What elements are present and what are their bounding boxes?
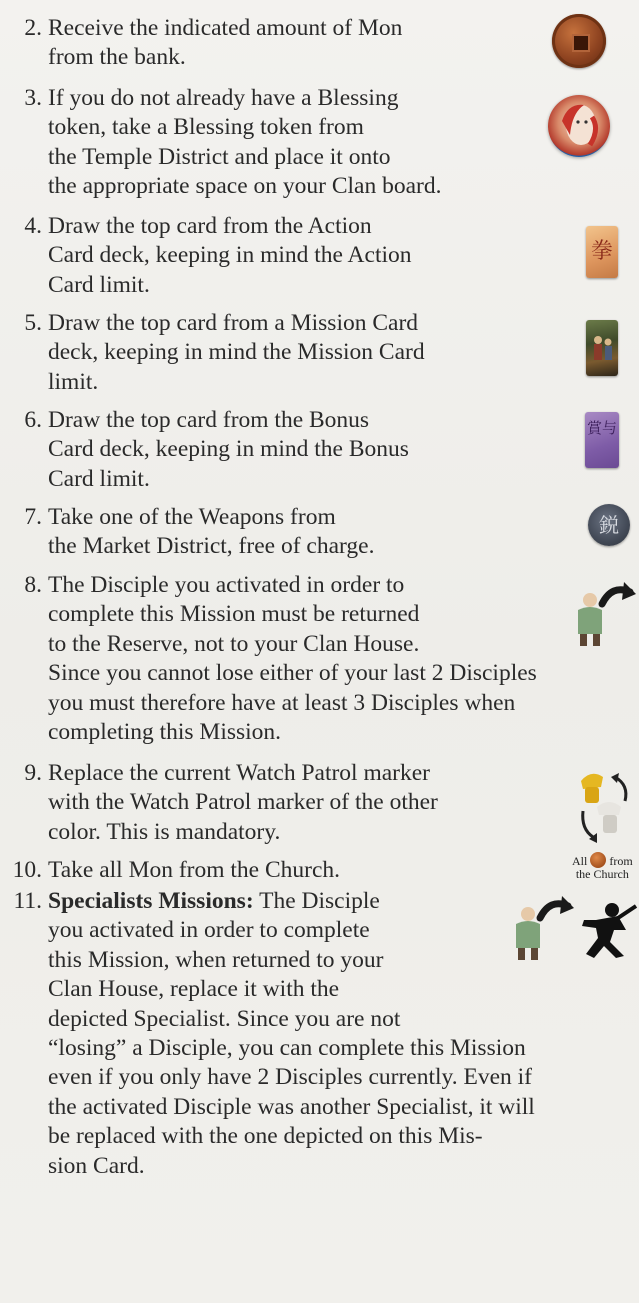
item-line: Draw the top card from a Mission Card — [48, 310, 419, 336]
item-line: with the Watch Patrol marker of the other — [48, 789, 438, 816]
item-line: Card deck, keeping in mind the Bonus — [48, 436, 409, 463]
bonus-card-icon: 賞与 — [585, 412, 619, 468]
item-line: this Mission, when returned to your — [48, 946, 384, 973]
item-number: 7. — [24, 504, 42, 530]
item-number: 2. — [24, 15, 42, 41]
item-line: limit. — [48, 368, 99, 395]
mon-coin-small-icon — [590, 852, 606, 868]
item-line: even if you only have 2 Disciples currently. Even if — [48, 1064, 532, 1091]
item-number: 3. — [24, 85, 42, 111]
item-line: the activated Disciple was another Specialist, it will — [48, 1093, 535, 1120]
action-card-icon: 拳 — [586, 226, 618, 278]
item-line: to the Reserve, not to your Clan House. — [48, 630, 420, 657]
item-number: 4. — [24, 213, 42, 239]
item-line: Take all Mon from the Church. — [48, 857, 341, 883]
item-line: token, take a Blessing token from — [48, 114, 364, 141]
item-line: The Disciple you activated in order to — [48, 572, 405, 598]
mission-card-icon — [586, 320, 618, 376]
item-line: depicted Specialist. Since you are not — [48, 1005, 401, 1032]
church-note-suffix: from — [609, 854, 633, 868]
item-line: the Temple District and place it onto — [48, 143, 391, 170]
item-line: completing this Mission. — [48, 719, 282, 745]
church-note-line2: the Church — [575, 867, 629, 881]
item-line: sion Card. — [48, 1152, 145, 1179]
item-line: Card deck, keeping in mind the Action — [48, 242, 412, 269]
weapon-token-icon: 鋭 — [588, 504, 630, 546]
item-line: you activated in order to complete — [48, 917, 370, 944]
watch-patrol-swap-icon — [575, 767, 633, 847]
item-line-first — [48, 887, 380, 916]
item-line-rest: The Disciple — [253, 888, 380, 914]
mission-card-art-icon — [586, 320, 618, 376]
blessing-face-icon — [548, 95, 610, 157]
item-line: Receive the indicated amount of Mon — [48, 15, 403, 41]
item-line: color. This is mandatory. — [48, 818, 281, 845]
item-number: 5. — [24, 310, 42, 336]
item-line: Draw the top card from the Action — [48, 213, 372, 239]
item-line: Draw the top card from the Bonus — [48, 407, 370, 433]
item-number: 9. — [24, 760, 42, 786]
item-line: from the bank. — [48, 44, 186, 71]
item-line: Replace the current Watch Patrol marker — [48, 760, 430, 786]
item-line: be replaced with the one depicted on this Mis- — [48, 1123, 483, 1150]
item-line: deck, keeping in mind the Mission Card — [48, 339, 425, 366]
item-line: If you do not already have a Blessing — [48, 85, 399, 111]
item-line: Since you cannot lose either of your last 2 Disciples — [48, 660, 537, 687]
item-number: 6. — [24, 407, 42, 433]
church-note — [572, 852, 633, 881]
item-number: 10. — [12, 857, 42, 883]
specialists-heading: Specialists Missions: — [48, 888, 254, 914]
church-note-prefix: All — [572, 854, 588, 868]
item-line: Card limit. — [48, 465, 150, 492]
item-line: Clan House, replace it with the — [48, 976, 340, 1003]
item-line: the Market District, free of charge. — [48, 533, 375, 560]
item-number: 8. — [24, 572, 42, 598]
item-number: 11. — [13, 888, 42, 914]
item-line: Card limit. — [48, 271, 150, 298]
item-line: the appropriate space on your Clan board. — [48, 173, 442, 200]
disciple-replace-icon — [510, 892, 574, 962]
item-line: Take one of the Weapons from — [48, 504, 336, 530]
ninja-specialist-icon — [574, 896, 638, 960]
mon-coin-icon — [552, 14, 606, 68]
disciple-return-icon — [572, 578, 636, 648]
item-line: “losing” a Disciple, you can complete this Mission — [48, 1035, 526, 1061]
blessing-token-icon — [548, 95, 610, 157]
item-line: you must therefore have at least 3 Disciples when — [48, 689, 516, 716]
item-line: complete this Mission must be returned — [48, 601, 420, 628]
